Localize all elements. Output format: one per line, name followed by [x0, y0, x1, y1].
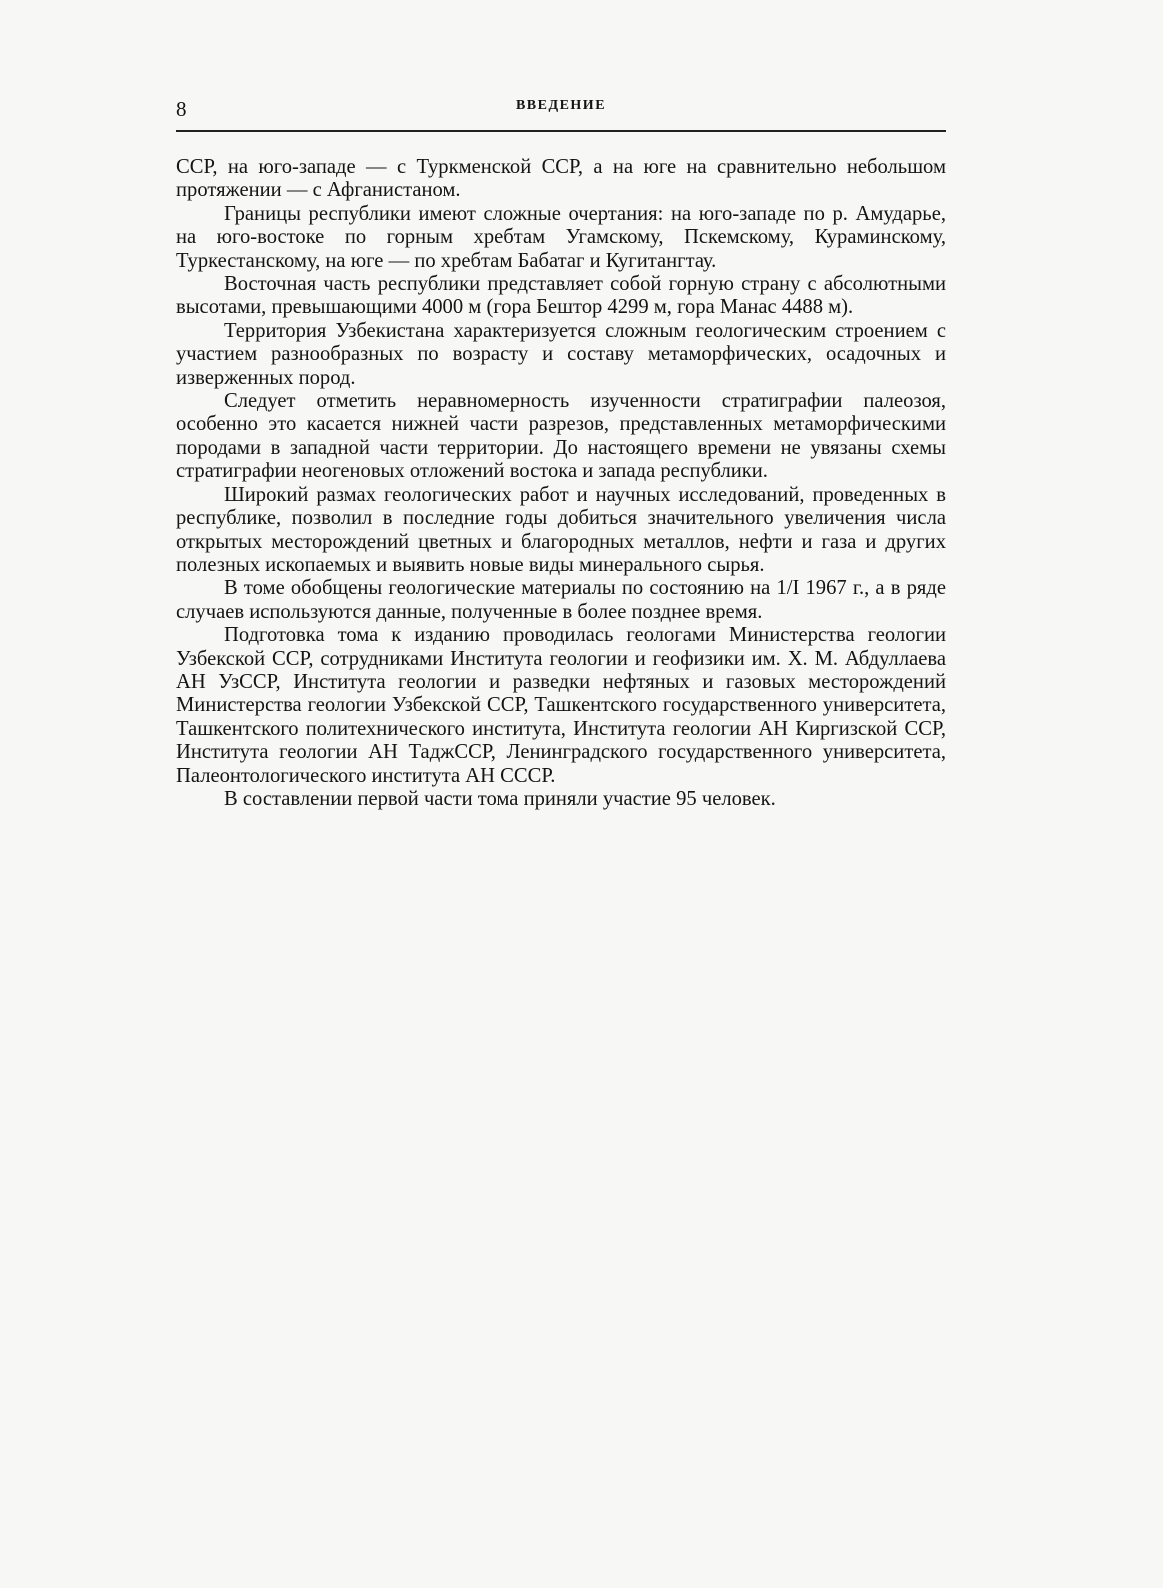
paragraph-contributors: Подготовка тома к изданию проводилась геологами Министерства геологии Узбекской ССР, сотрудниками Института геологии и геофизики им. Х. М. Абдуллаева АН УзССР, Института геологии и разведки нефтяных и газовых месторождений Министерства геологии Узбекской ССР, Ташкентского государственного университета, Ташкентского политехнического института, Института геологии АН Киргизской ССР, Института геологии АН ТаджССР, Ленинградского государственного университета, Палеонтологического института АН СССР. [176, 624, 946, 787]
paragraph-geology: Территория Узбекистана характеризуется сложным геологическим строением с участием разнообразных по возрасту и составу метаморфических, осадочных и изверженных пород. [176, 319, 946, 389]
paragraph-exploration: Широкий размах геологических работ и научных исследований, проведенных в республике, позволил в последние годы добиться значительного увеличения числа открытых месторождений цветных и благородных металлов, нефти и газа и других полезных ископаемых и выявить новые виды минерального сырья. [176, 483, 946, 576]
page-number: 8 [176, 97, 187, 121]
paragraph-participants: В составлении первой части тома приняли участие 95 человек. [224, 787, 776, 810]
paragraph-stratigraphy: Следует отметить неравномерность изученности стратиграфии палеозоя, особенно это касается нижней части разрезов, представленных метаморфическими породами в западной части территории. До настоящего времени не увязаны схемы стратиграфии неогеновых отложений востока и запада республики. [176, 390, 946, 483]
paragraph-continuation: ССР, на юго-западе — с Туркменской ССР, а на юге на сравнительно небольшом протяжении — с Афганистаном. [176, 156, 946, 202]
paragraph-borders: Границы республики имеют сложные очертания: на юго-западе по р. Амударье, на юго-востоке по горным хребтам Угамскому, Пскемскому, Кураминскому, Туркестанскому, на юге — по хребтам Бабатаг и Кугитангтау. [176, 202, 946, 272]
page-header [176, 96, 946, 132]
paragraph-materials-date: В томе обобщены геологические материалы по состоянию на 1/I 1967 г., а в ряде случаев используются данные, полученные в более позднее время. [176, 577, 946, 623]
paragraph-eastern-part: Восточная часть республики представляет собой горную страну с абсолютными высотами, превышающими 4000 м (гора Бештор 4299 м, гора Манас 4488 м). [176, 273, 946, 319]
running-title: ВВЕДЕНИЕ [515, 98, 607, 113]
body-text [176, 156, 946, 811]
